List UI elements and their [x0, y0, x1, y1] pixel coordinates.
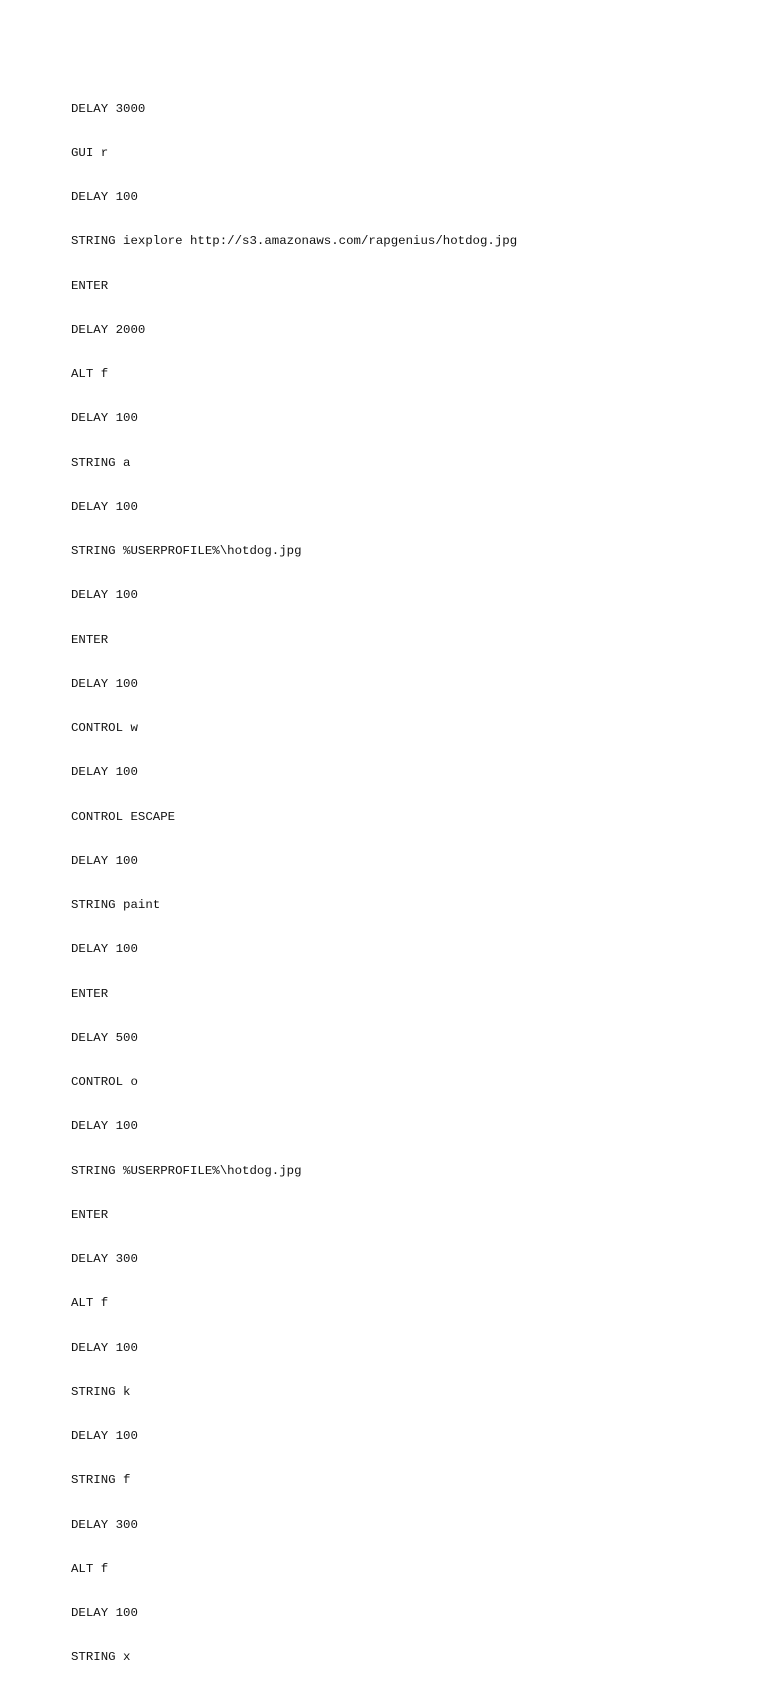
- script-line-13: ENTER: [71, 632, 109, 647]
- script-line-29: DELAY 100: [71, 1340, 138, 1355]
- script-line-17: CONTROL ESCAPE: [71, 809, 176, 824]
- script-line-31: DELAY 100: [71, 1429, 138, 1443]
- script-line-19: STRING paint: [71, 898, 161, 912]
- script-line-3: DELAY 100: [71, 190, 138, 204]
- script-line-2: GUI r: [71, 145, 109, 160]
- script-line-5: ENTER: [71, 278, 109, 293]
- script-line-18: DELAY 100: [71, 853, 138, 868]
- script-line-28: ALT f: [71, 1296, 109, 1311]
- script-line-20: DELAY 100: [71, 942, 138, 957]
- script-line-7: ALT f: [71, 367, 109, 381]
- script-line-27: DELAY 300: [71, 1252, 138, 1266]
- script-line-8: DELAY 100: [71, 411, 138, 426]
- script-line-14: DELAY 100: [71, 676, 138, 691]
- script-line-12: DELAY 100: [71, 588, 138, 603]
- script-line-15: CONTROL w: [71, 721, 138, 735]
- script-line-30: STRING k: [71, 1384, 131, 1399]
- script-line-22: DELAY 500: [71, 1030, 138, 1045]
- script-line-32: STRING f: [71, 1473, 131, 1488]
- script-line-34: ALT f: [71, 1561, 109, 1576]
- script-line-35: DELAY 100: [71, 1606, 138, 1620]
- script-text: [71, 72, 517, 1695]
- script-line-26: ENTER: [71, 1207, 109, 1222]
- script-line-24: DELAY 100: [71, 1119, 138, 1134]
- script-line-33: DELAY 300: [71, 1517, 138, 1532]
- script-line-4: STRING iexplore http://s3.amazonaws.com/rapgenius/hotdog.jpg: [71, 234, 518, 249]
- script-line-21: ENTER: [71, 986, 109, 1001]
- script-line-10: DELAY 100: [71, 499, 138, 514]
- script-line-1: DELAY 3000: [71, 101, 146, 116]
- script-line-16: DELAY 100: [71, 765, 138, 780]
- script-line-9: STRING a: [71, 455, 131, 470]
- script-line-11: STRING %USERPROFILE%\hotdog.jpg: [71, 544, 302, 558]
- script-line-25: STRING %USERPROFILE%\hotdog.jpg: [71, 1163, 302, 1178]
- script-line-6: DELAY 2000: [71, 322, 146, 337]
- script-line-36: STRING x: [71, 1650, 131, 1665]
- script-line-23: CONTROL o: [71, 1075, 138, 1089]
